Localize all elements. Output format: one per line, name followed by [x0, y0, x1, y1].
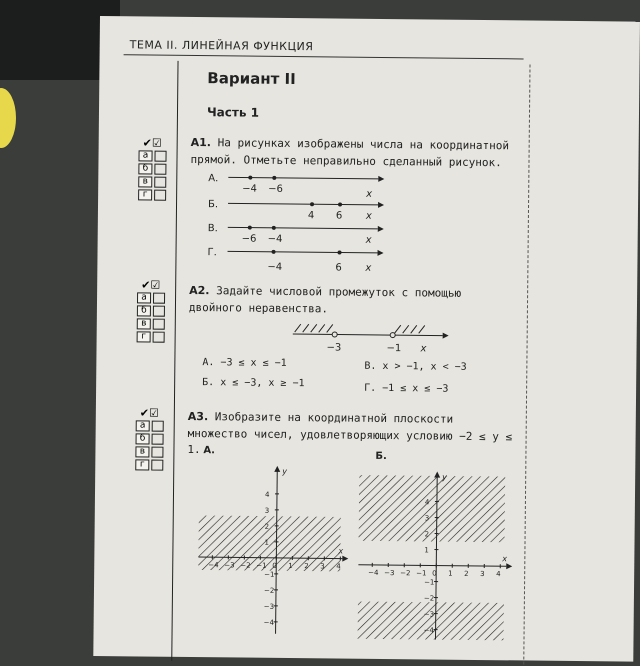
tick-label: 6 — [336, 210, 342, 221]
tick-label: −4 — [267, 262, 282, 273]
y-tick-label: 4 — [265, 491, 270, 499]
tick-label: 6 — [335, 262, 341, 273]
question-text: Задайте числовой промежуток с помощью двойного неравенства. — [189, 284, 461, 315]
answer-checkbox[interactable] — [153, 305, 165, 316]
answer-letter: а — [136, 420, 150, 431]
answer-letter: г — [138, 189, 152, 200]
tick-label: −4 — [268, 234, 283, 245]
y-tick-label: 3 — [265, 507, 270, 515]
question-number: А3. — [188, 410, 208, 423]
line-label: Г. — [207, 247, 216, 258]
y-axis-label: y — [441, 473, 447, 482]
check-icon: ✔☑ — [140, 406, 164, 419]
header-rule — [124, 54, 524, 59]
answer-letter: а — [137, 292, 151, 303]
answer-checkbox[interactable] — [151, 459, 163, 470]
tick-label: −6 — [268, 184, 283, 195]
tick-label: −6 — [242, 233, 257, 244]
y-tick-label: −2 — [424, 594, 434, 602]
answer-letter: в — [137, 318, 151, 329]
tick-label: −3 — [326, 342, 341, 353]
x-tick-label: −3 — [224, 561, 234, 569]
hatched-region — [357, 602, 503, 641]
y-tick-label: 1 — [424, 546, 429, 554]
y-tick-label: 1 — [264, 539, 269, 547]
answer-letter: в — [138, 176, 152, 187]
x-tick-label: 0 — [432, 570, 437, 578]
answer-checkbox[interactable] — [151, 446, 163, 457]
question-number: А1. — [191, 136, 211, 149]
x-tick-label: 0 — [272, 562, 277, 570]
margin-line — [171, 61, 178, 661]
y-tick-label: −1 — [424, 578, 434, 586]
topic-header: ТЕМА II. ЛИНЕЙНАЯ ФУНКЦИЯ — [130, 38, 314, 53]
x-tick-label: 3 — [480, 570, 485, 578]
question-a2 — [189, 283, 519, 319]
x-tick-label: 1 — [448, 570, 453, 578]
question-a3 — [187, 409, 518, 462]
interval-number-line — [292, 320, 452, 358]
x-axis-label: x — [337, 547, 343, 556]
graph-b-label: Б. — [375, 451, 387, 462]
option-b[interactable]: Б. x ≤ −3, x ≥ −1 — [202, 377, 304, 389]
question-text: На рисунках изображены числа на координатной прямой. Отметьте неправильно сделанный рисунок. — [190, 136, 509, 168]
number-lines-a1 — [207, 169, 388, 279]
background-yellow-object — [0, 88, 16, 148]
answer-checkbox[interactable] — [153, 318, 165, 329]
y-tick-label: −3 — [424, 610, 434, 618]
y-tick-label: −1 — [264, 571, 274, 579]
graph-b — [357, 469, 513, 641]
part-title: Часть 1 — [207, 105, 259, 120]
graph-a-label: А. — [203, 445, 215, 456]
x-tick-label: 1 — [288, 562, 293, 570]
axis-label: x — [419, 343, 426, 354]
y-tick-label: 2 — [265, 523, 270, 531]
x-tick-label: −3 — [384, 569, 394, 577]
tick-label: −4 — [242, 183, 257, 194]
x-tick-label: −1 — [256, 562, 266, 570]
y-tick-label: 3 — [425, 514, 430, 522]
line-label: А. — [208, 173, 218, 184]
answer-checkbox[interactable] — [152, 420, 164, 431]
check-icon: ✔☑ — [143, 136, 167, 149]
check-icon: ✔☑ — [141, 278, 165, 291]
question-number: А2. — [189, 284, 209, 297]
answer-boxes-a2 — [137, 278, 166, 343]
tick-label: −1 — [386, 343, 401, 354]
tick-label: 4 — [308, 210, 314, 221]
axis-label: x — [365, 211, 372, 222]
graph-a — [198, 463, 350, 635]
answer-boxes-a3 — [135, 406, 164, 471]
axis-label: x — [364, 263, 371, 274]
line-label: В. — [208, 223, 218, 234]
question-text: Изобразите на координатной плоскости множество чисел, удовлетворяющих условию −2 ≤ y ≤ 1. — [187, 410, 512, 456]
x-tick-label: −2 — [400, 569, 410, 577]
variant-title: Вариант II — [207, 69, 296, 88]
answer-checkbox[interactable] — [153, 292, 165, 303]
answer-letter: б — [136, 433, 150, 444]
x-tick-label: 2 — [464, 570, 469, 578]
y-tick-label: −3 — [264, 603, 274, 611]
option-v[interactable]: В. x > −1, x < −3 — [364, 361, 466, 373]
worksheet-page — [93, 16, 640, 662]
answer-checkbox[interactable] — [153, 331, 165, 342]
axis-label: x — [365, 235, 372, 246]
y-axis-label: y — [281, 467, 287, 476]
answer-letter: б — [138, 163, 152, 174]
option-a[interactable]: А. −3 ≤ x ≤ −1 — [202, 357, 286, 369]
answer-letter: г — [135, 459, 149, 470]
x-tick-label: 4 — [496, 570, 501, 578]
x-tick-label: −4 — [368, 569, 379, 577]
y-tick-label: −2 — [264, 587, 274, 595]
answer-checkbox[interactable] — [154, 163, 166, 174]
option-g[interactable]: Г. −1 ≤ x ≤ −3 — [364, 383, 448, 395]
y-tick-label: 4 — [425, 498, 430, 506]
x-tick-label: 4 — [336, 563, 341, 571]
y-tick-label: 2 — [425, 530, 430, 538]
answer-boxes-a1 — [138, 136, 167, 201]
x-tick-label: 3 — [320, 562, 325, 570]
answer-letter: в — [135, 446, 149, 457]
answer-checkbox[interactable] — [154, 176, 166, 187]
x-tick-label: −4 — [208, 561, 219, 569]
question-a1 — [190, 135, 520, 171]
y-tick-label: −4 — [424, 626, 435, 634]
answer-checkbox[interactable] — [154, 189, 166, 200]
x-tick-label: −2 — [240, 561, 250, 569]
answer-letter: г — [137, 331, 151, 342]
cut-line — [523, 65, 530, 665]
answer-checkbox[interactable] — [154, 150, 166, 161]
hatched-region — [359, 475, 506, 542]
answer-letter: б — [137, 305, 151, 316]
axis-label: x — [365, 189, 372, 200]
line-label: Б. — [208, 199, 218, 210]
y-tick-label: −4 — [264, 619, 275, 627]
answer-letter: а — [138, 150, 152, 161]
x-tick-label: −1 — [416, 569, 426, 577]
answer-checkbox[interactable] — [152, 433, 164, 444]
x-axis-label: x — [501, 554, 507, 563]
x-tick-label: 2 — [304, 562, 309, 570]
